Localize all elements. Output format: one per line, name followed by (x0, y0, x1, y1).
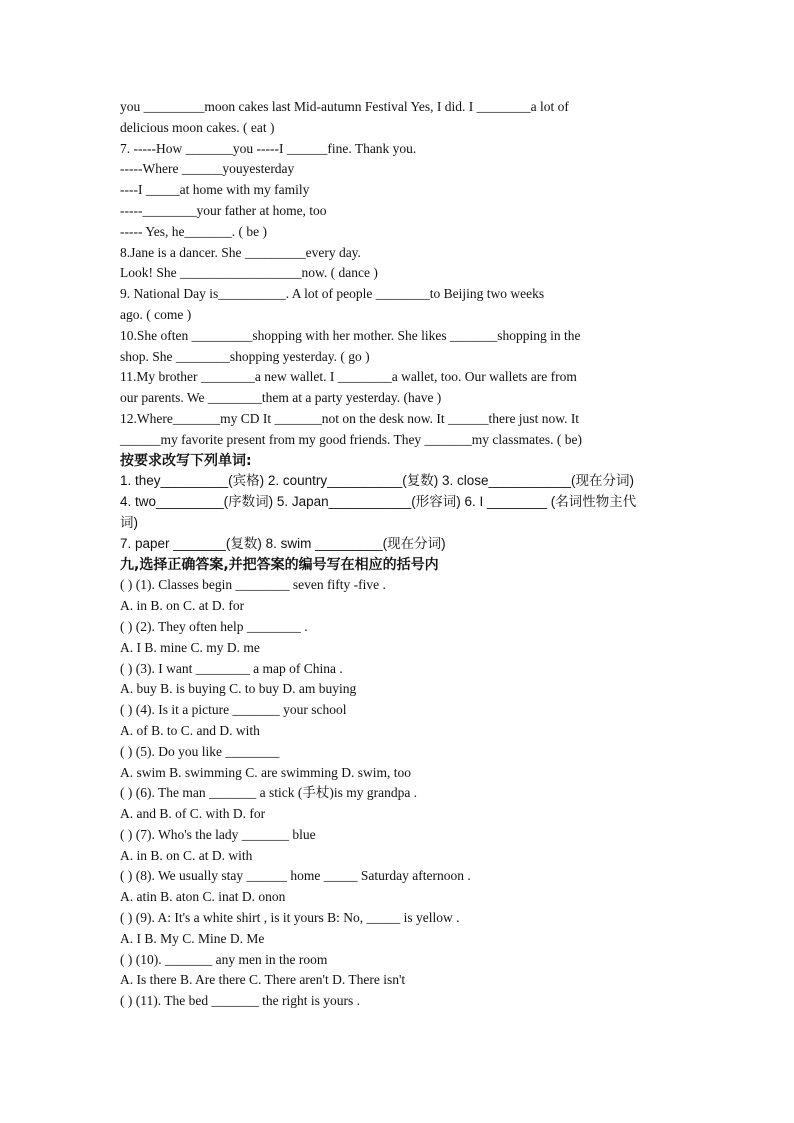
text-line: 10.She often _________shopping with her mother. She likes _______shopping in the (120, 327, 581, 343)
text-line: 7. -----How _______you -----I ______fine. Thank you. (120, 140, 417, 156)
text-line: ----I _____at home with my family (120, 182, 310, 198)
question-line: ( ) (10). _______ any men in the room (120, 951, 328, 967)
options-line: A. in B. on C. at D. for (120, 598, 245, 614)
options-line: A. of B. to C. and D. with (120, 722, 260, 738)
question-line: ( ) (3). I want ________ a map of China . (120, 660, 343, 676)
question-line: ( ) (9). A: It's a white shirt , is it yours B: No, _____ is yellow . (120, 910, 460, 926)
text-line: ----- Yes, he_______. ( be ) (120, 223, 267, 239)
text-line: our parents. We ________them at a party yesterday. (have ) (120, 390, 442, 406)
text-line: 9. National Day is__________. A lot of people ________to Beijing two weeks (120, 286, 545, 302)
text-line: 8.Jane is a dancer. She _________every day. (120, 244, 361, 260)
text-line: delicious moon cakes. ( eat ) (120, 119, 275, 135)
question-line: ( ) (2). They often help ________ . (120, 618, 308, 634)
text-line: 4. two_________(序数词) 5. Japan___________(形容词) 6. I ________ (名词性物主代 (120, 494, 637, 510)
text-line: Look! She __________________now. ( dance ) (120, 265, 378, 281)
text-line: 11.My brother ________a new wallet. I ________a wallet, too. Our wallets are from (120, 369, 577, 385)
options-line: A. buy B. is buying C. to buy D. am buying (120, 681, 357, 697)
text-line: 12.Where_______my CD It _______not on the desk now. It ______there just now. It (120, 410, 580, 426)
text-line: -----Where ______youyesterday (120, 161, 295, 177)
text-line: ______my favorite present from my good friends. They _______my classmates. ( be) (120, 431, 583, 447)
text-line: 词) (120, 514, 138, 530)
text-line: 7. paper _______(复数) 8. swim _________(现在分词) (120, 535, 446, 551)
text-line: you _________moon cakes last Mid-autumn Festival Yes, I did. I ________a lot of (120, 99, 569, 114)
text-line: shop. She ________shopping yesterday. ( go ) (120, 348, 370, 364)
options-line: A. I B. mine C. my D. me (120, 639, 260, 655)
options-line: A. atin B. aton C. inat D. onon (120, 889, 286, 905)
section-heading: 九,选择正确答案,并把答案的编号写在相应的括号内 (120, 556, 439, 573)
options-line: A. swim B. swimming C. are swimming D. swim, too (120, 764, 412, 780)
text-line: ago. ( come ) (120, 306, 192, 322)
question-line: ( ) (7). Who's the lady _______ blue (120, 826, 316, 842)
question-line: ( ) (11). The bed _______ the right is yours . (120, 993, 360, 1009)
options-line: A. Is there B. Are there C. There aren't D. There isn't (120, 972, 406, 988)
question-line: ( ) (6). The man _______ a stick (手杖)is my grandpa . (120, 785, 418, 801)
text-line: -----________your father at home, too (120, 202, 327, 218)
question-line: ( ) (4). Is it a picture _______ your school (120, 702, 347, 718)
worksheet-page (120, 97, 690, 1012)
question-line: ( ) (1). Classes begin ________ seven fifty -five . (120, 577, 386, 593)
options-line: A. and B. of C. with D. for (120, 806, 266, 822)
text-line: 1. they_________(宾格) 2. country__________(复数) 3. close___________(现在分词) (120, 473, 635, 489)
question-line: ( ) (5). Do you like ________ (120, 743, 280, 759)
section-heading: 按要求改写下列单词: (120, 452, 252, 469)
question-line: ( ) (8). We usually stay ______ home _____ Saturday afternoon . (120, 868, 471, 884)
options-line: A. I B. My C. Mine D. Me (120, 930, 265, 946)
options-line: A. in B. on C. at D. with (120, 847, 253, 863)
